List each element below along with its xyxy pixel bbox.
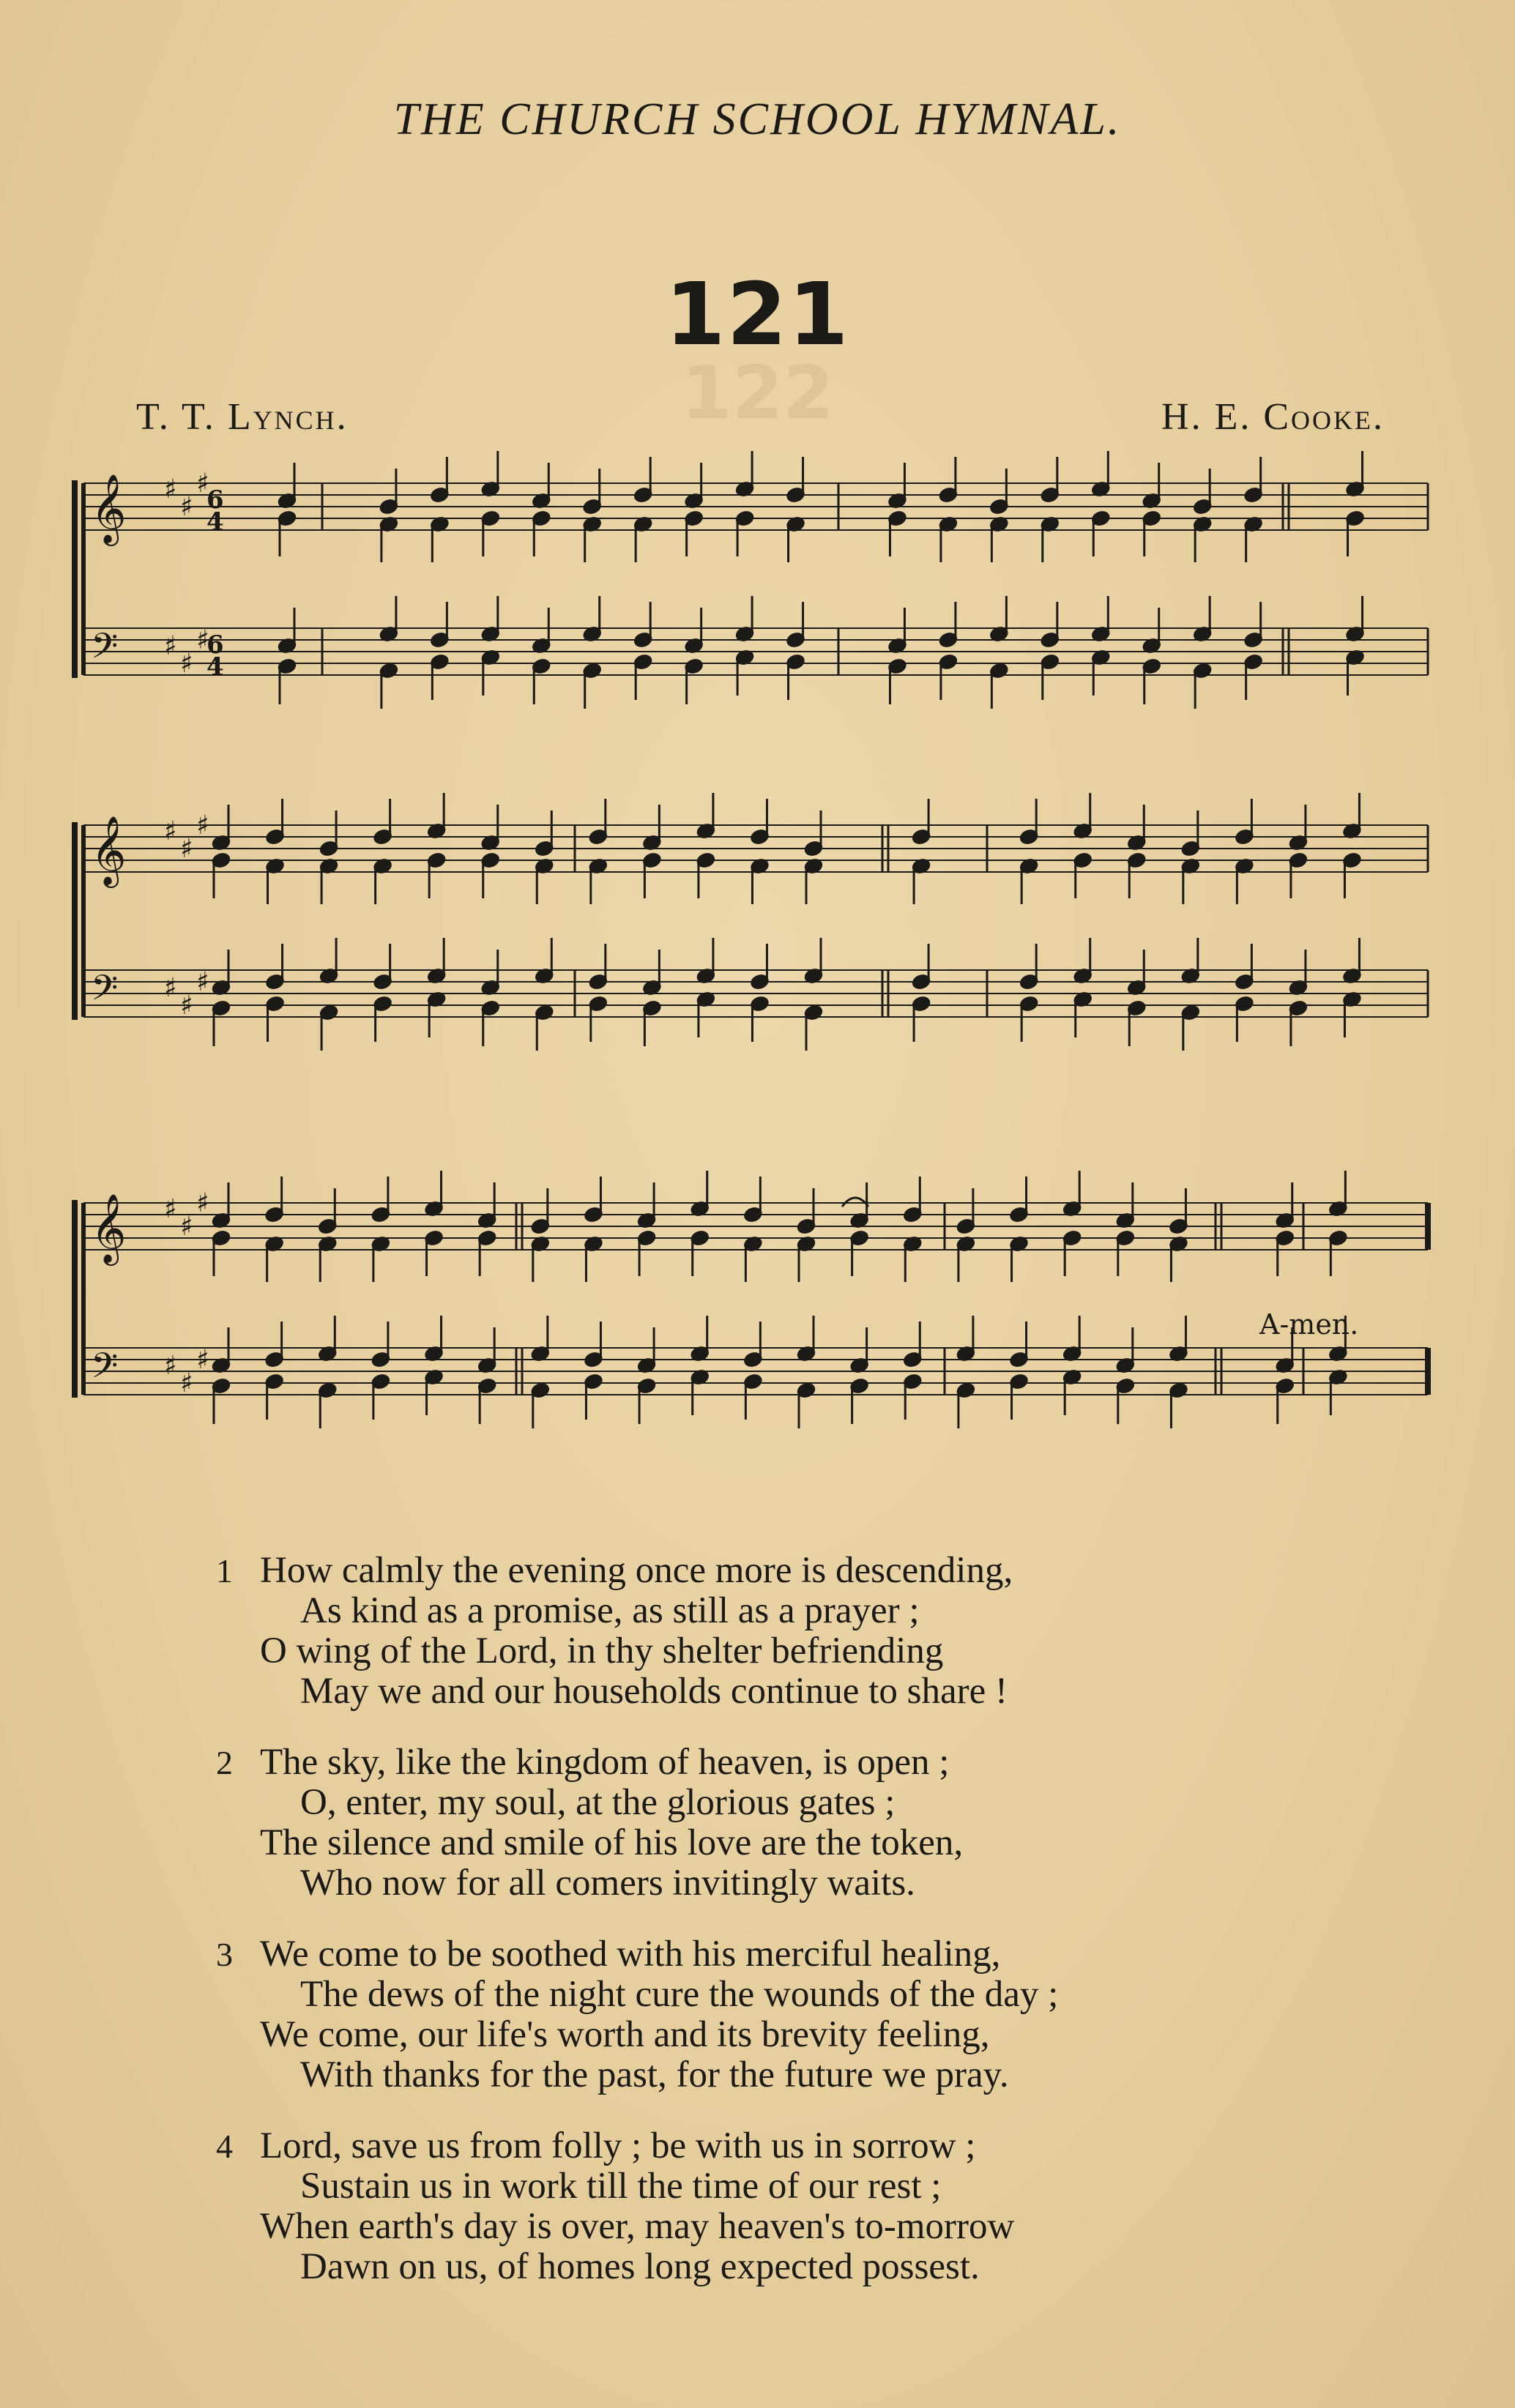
verse-line: As kind as a promise, as still as a prayer ; bbox=[300, 1590, 920, 1631]
sharp-sign: ♯ bbox=[164, 1194, 177, 1224]
time-signature: 4 bbox=[206, 652, 224, 682]
sharp-sign: ♯ bbox=[180, 1212, 193, 1242]
verse-line: Dawn on us, of homes long expected possest. bbox=[300, 2246, 980, 2287]
sharp-sign: ♯ bbox=[164, 1351, 177, 1381]
verse-line: When earth's day is over, may heaven's to-morrow bbox=[260, 2206, 1015, 2247]
time-signature: 6 bbox=[206, 630, 224, 660]
sharp-sign: ♯ bbox=[196, 810, 209, 840]
hymn-number: 121 bbox=[665, 264, 850, 365]
sharp-sign: ♯ bbox=[196, 625, 209, 655]
verse-number: 4 bbox=[216, 2128, 233, 2165]
verse-line: How calmly the evening once more is descending, bbox=[260, 1550, 1013, 1591]
treble-clef: 𝄞 bbox=[91, 816, 127, 885]
verse-line: With thanks for the past, for the future we pray. bbox=[300, 2054, 1009, 2095]
sharp-sign: ♯ bbox=[164, 631, 177, 661]
treble-clef: 𝄞 bbox=[91, 1193, 127, 1263]
verse-line: Sustain us in work till the time of our rest ; bbox=[300, 2166, 942, 2207]
verse-line: Who now for all comers invitingly waits. bbox=[300, 1863, 915, 1904]
verse-line: We come to be soothed with his merciful healing, bbox=[260, 1934, 1001, 1975]
sharp-sign: ♯ bbox=[180, 1368, 193, 1398]
composer-credit: H. E. Cooke. bbox=[1161, 396, 1385, 438]
running-head: THE CHURCH SCHOOL HYMNAL. bbox=[393, 94, 1122, 144]
verse bbox=[216, 2126, 1314, 2287]
verse-line: O wing of the Lord, in thy shelter befriending bbox=[260, 1630, 944, 1671]
sharp-sign: ♯ bbox=[180, 649, 193, 679]
time-signature: 6 bbox=[206, 485, 224, 515]
verse-line: The silence and smile of his love are the token, bbox=[260, 1822, 964, 1863]
verse-line: The sky, like the kingdom of heaven, is open ; bbox=[260, 1742, 950, 1783]
sharp-sign: ♯ bbox=[164, 973, 177, 1003]
treble-clef: 𝄞 bbox=[91, 474, 127, 543]
verse bbox=[216, 1742, 1314, 1904]
verse-line: Lord, save us from folly ; be with us in sorrow ; bbox=[260, 2125, 976, 2166]
bass-clef: 𝄢 bbox=[91, 625, 119, 675]
sharp-sign: ♯ bbox=[164, 816, 177, 846]
sharp-sign: ♯ bbox=[196, 967, 209, 997]
verses bbox=[216, 1551, 1314, 2318]
sharp-sign: ♯ bbox=[196, 469, 209, 499]
verse bbox=[216, 1934, 1314, 2095]
amen-label: A-men. bbox=[1259, 1308, 1359, 1341]
verse-line: O, enter, my soul, at the glorious gates ; bbox=[300, 1782, 896, 1823]
verse-number: 2 bbox=[216, 1744, 233, 1781]
verse-line: May we and our households continue to share ! bbox=[300, 1671, 1008, 1712]
sharp-sign: ♯ bbox=[196, 1345, 209, 1375]
sharp-sign: ♯ bbox=[196, 1188, 209, 1218]
time-signature: 4 bbox=[206, 507, 224, 537]
verse bbox=[216, 1551, 1314, 1712]
sharp-sign: ♯ bbox=[180, 492, 193, 522]
sharp-sign: ♯ bbox=[180, 991, 193, 1021]
verse-line: We come, our life's worth and its brevity feeling, bbox=[260, 2014, 990, 2055]
verse-number: 1 bbox=[216, 1552, 233, 1589]
sharp-sign: ♯ bbox=[164, 474, 177, 504]
verse-number: 3 bbox=[216, 1936, 233, 1973]
bass-clef: 𝄢 bbox=[91, 1345, 119, 1395]
bleed-through-number: 122 bbox=[681, 350, 834, 436]
author-credit: T. T. Lynch. bbox=[136, 396, 349, 438]
sharp-sign: ♯ bbox=[180, 834, 193, 864]
bass-clef: 𝄢 bbox=[91, 967, 119, 1017]
verse-line: The dews of the night cure the wounds of the day ; bbox=[300, 1974, 1059, 2015]
